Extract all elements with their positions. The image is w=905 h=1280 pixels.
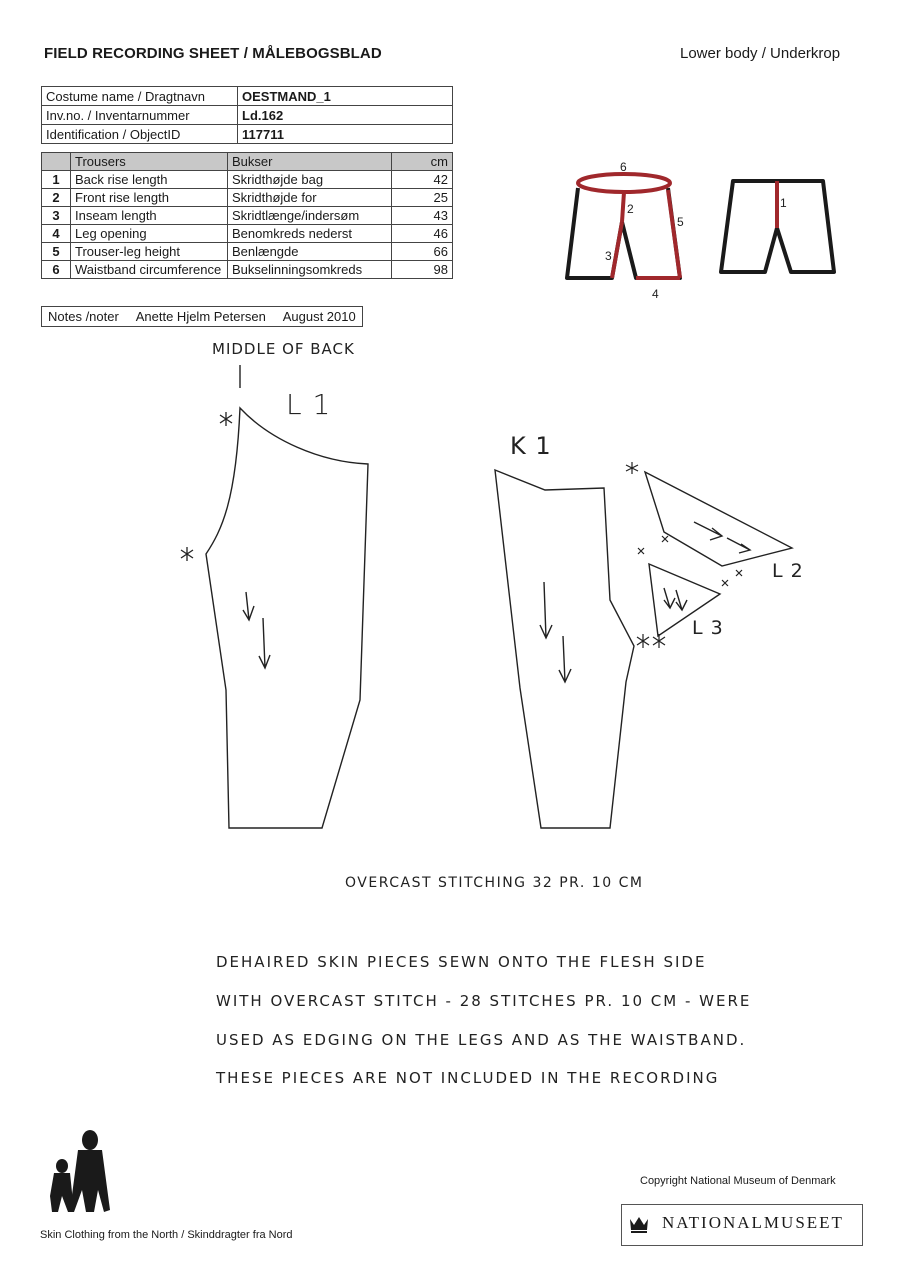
- row-danish: Skridtlænge/indersøm: [228, 207, 392, 225]
- star-icon: [653, 634, 665, 648]
- star-icon: [626, 462, 638, 474]
- star-icon: [220, 412, 232, 426]
- logo-figure-head: [56, 1159, 68, 1173]
- row-danish: Skridthøjde for: [228, 189, 392, 207]
- inseam-measure-line: [612, 222, 622, 278]
- header-danish: Bukser: [228, 153, 392, 171]
- grain-arrow-icon: [243, 592, 254, 620]
- trousers-front-diagram: [567, 174, 680, 278]
- notes-label: Notes /noter: [48, 309, 119, 324]
- inventory-label: Inv.no. / Inventarnummer: [42, 106, 238, 125]
- row-value: 25: [392, 189, 453, 207]
- objectid-value: 117711: [238, 125, 453, 144]
- row-danish: Benomkreds nederst: [228, 225, 392, 243]
- row-number: 2: [42, 189, 71, 207]
- l1-outline: [206, 408, 368, 828]
- row-number: 5: [42, 243, 71, 261]
- notes-author: Anette Hjelm Petersen: [135, 309, 266, 324]
- cross-mark-icon: [722, 580, 728, 586]
- waistband-measure-line: [578, 174, 670, 192]
- inventory-value: Ld.162: [238, 106, 453, 125]
- handwritten-note-line: DEHAIRED SKIN PIECES SEWN ONTO THE FLESH SIDE: [216, 953, 707, 971]
- logo-figure-adult: [70, 1150, 110, 1212]
- handwritten-note-line: THESE PIECES ARE NOT INCLUDED IN THE RECORDING: [216, 1069, 720, 1087]
- grain-arrow-icon: [694, 522, 722, 540]
- star-marks: [181, 412, 232, 561]
- grain-arrow-icon: [727, 538, 750, 553]
- diagram-label-inseam: 3: [605, 249, 612, 263]
- row-number: 6: [42, 261, 71, 279]
- grain-arrow-icon: [676, 590, 687, 610]
- row-english: Back rise length: [71, 171, 228, 189]
- costume-label: Costume name / Dragtnavn: [42, 87, 238, 106]
- row-english: Trouser-leg height: [71, 243, 228, 261]
- middle-of-back-label: MIDDLE OF BACK: [212, 340, 355, 358]
- row-value: 42: [392, 171, 453, 189]
- handwritten-note-line: WITH OVERCAST STITCH - 28 STITCHES PR. 10 CM - WERE: [216, 992, 752, 1010]
- logo-figure-head: [82, 1130, 98, 1150]
- trouser-leg-height-measure-line: [668, 190, 680, 278]
- cross-mark-icon: [736, 570, 742, 576]
- row-number: 4: [42, 225, 71, 243]
- diagram-label-front-rise: 2: [627, 202, 634, 216]
- row-danish: Bukselinningsomkreds: [228, 261, 392, 279]
- diagram-label-back-rise: 1: [780, 196, 787, 210]
- trousers-back-diagram: [721, 181, 834, 272]
- diagram-label-waistband: 6: [620, 160, 627, 174]
- piece-label-l1: L 1: [286, 388, 332, 421]
- l2-outline: [645, 472, 792, 566]
- museum-name: NATIONALMUSEET: [662, 1213, 844, 1232]
- series-caption: Skin Clothing from the North / Skinddragter fra Nord: [40, 1229, 293, 1241]
- section-title: Lower body / Underkrop: [680, 45, 841, 62]
- copyright-text: Copyright National Museum of Denmark: [640, 1175, 836, 1187]
- row-value: 46: [392, 225, 453, 243]
- piece-label-l2: L 2: [772, 560, 804, 582]
- star-icon: [181, 547, 193, 561]
- skin-clothing-logo: [50, 1130, 110, 1212]
- piece-label-l3: L 3: [692, 617, 724, 639]
- row-number: 1: [42, 171, 71, 189]
- row-number: 3: [42, 207, 71, 225]
- cross-mark-icon: [638, 548, 644, 554]
- crown-icon: [628, 1213, 650, 1235]
- row-danish: Benlængde: [228, 243, 392, 261]
- objectid-label: Identification / ObjectID: [42, 125, 238, 144]
- notes-date: August 2010: [282, 309, 356, 324]
- costume-value: OESTMAND_1: [238, 87, 453, 106]
- grain-arrow-icon: [664, 588, 675, 608]
- row-value: 66: [392, 243, 453, 261]
- grain-arrow-icon: [259, 618, 270, 668]
- stitching-note: OVERCAST STITCHING 32 PR. 10 CM: [345, 875, 644, 891]
- row-danish: Skridthøjde bag: [228, 171, 392, 189]
- row-english: Leg opening: [71, 225, 228, 243]
- row-value: 98: [392, 261, 453, 279]
- k1-outline: [495, 470, 634, 828]
- pattern-piece-l1: [206, 365, 368, 828]
- page-title: FIELD RECORDING SHEET / MÅLEBOGSBLAD: [44, 45, 382, 62]
- piece-label-k1: K 1: [510, 432, 552, 460]
- header-unit: cm: [392, 153, 453, 171]
- row-english: Front rise length: [71, 189, 228, 207]
- cross-marks: [626, 462, 742, 648]
- pattern-piece-k1: [495, 470, 634, 828]
- row-value: 43: [392, 207, 453, 225]
- row-english: Waistband circumference: [71, 261, 228, 279]
- cross-mark-icon: [662, 536, 668, 542]
- header-english: Trousers: [71, 153, 228, 171]
- handwritten-note-line: USED AS EDGING ON THE LEGS AND AS THE WAISTBAND.: [216, 1031, 747, 1049]
- row-english: Inseam length: [71, 207, 228, 225]
- diagram-label-leg-opening: 4: [652, 287, 659, 301]
- grain-arrow-icon: [540, 582, 552, 638]
- logo-figure-child: [50, 1173, 74, 1212]
- front-rise-measure-line: [622, 192, 624, 222]
- pattern-piece-l2: [645, 472, 792, 566]
- museum-logo-box: [621, 1204, 863, 1246]
- diagram-label-leg-height: 5: [677, 215, 684, 229]
- grain-arrow-icon: [559, 636, 571, 682]
- star-icon: [637, 634, 649, 648]
